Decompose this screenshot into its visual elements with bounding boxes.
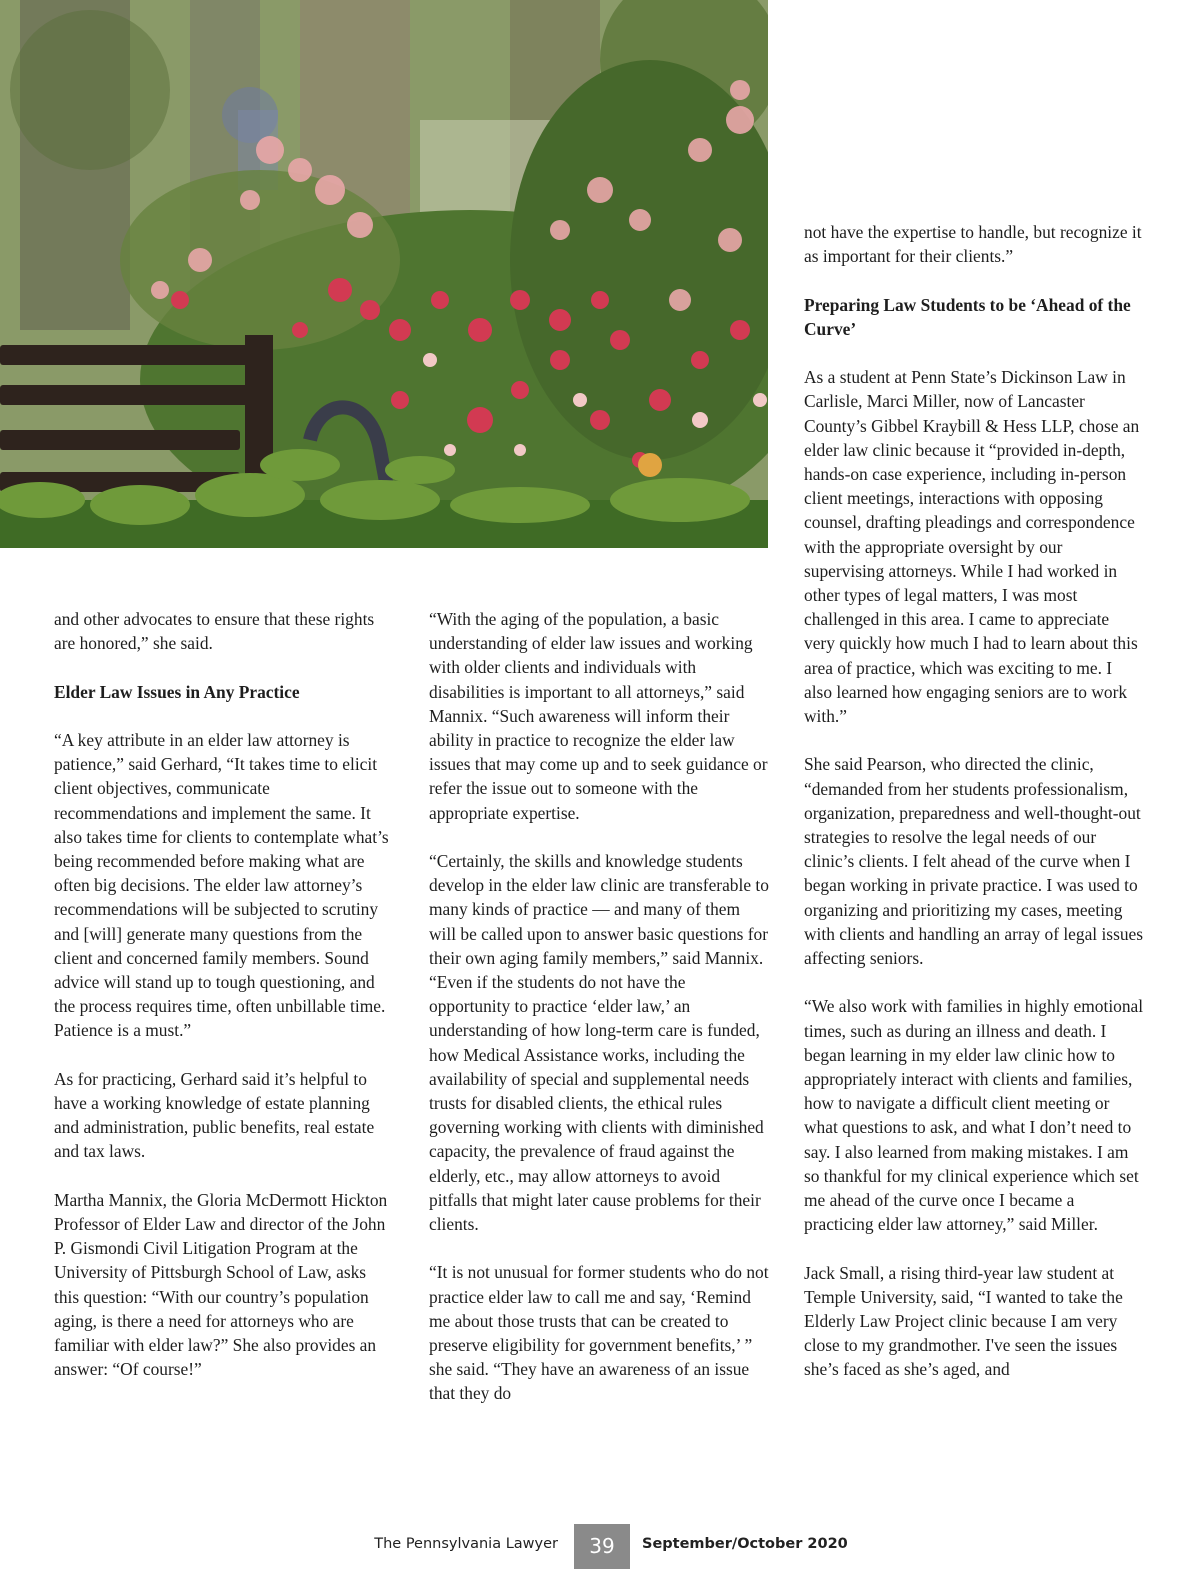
paragraph: and other advocates to ensure that these rights are honored,” she said.: [54, 609, 375, 654]
paragraph: “It is not unusual for former students who do not practice elder law to call me and say, ‘Remind me about those trusts that can be created to preserve eligibility for government benefits,’ ” she said. “They have an awareness of an issue that they do: [429, 1262, 769, 1404]
paragraph: “A key attribute in an elder law attorney is patience,” said Gerhard, “It takes time to elicit client objectives, communicate recommendations and implement the same. It also takes time for clients to contemplate what’s being recommended before making what are often big decisions. The elder law attorney’s recommendations will be subjected to scrutiny and [will] generate many questions from the client and concerned family members. Sound advice will stand up to tough questioning, and the process requires time, often unbillable time. Patience is a must.”: [54, 729, 389, 1041]
publication-name: The Pennsylvania Lawyer: [374, 1536, 558, 1552]
paragraph: “We also work with families in highly emotional times, such as during an illness and death. I began learning in my elder law clinic how to appropriately interact with clients and families, how to navigate a difficult client meeting or what questions to ask, and what I don’t need to say. I also learned from making mistakes. I am so thankful for my clinical experience which set me ahead of the curve once I became a practicing elder law attorney,” said Miller.: [804, 996, 1144, 1235]
paragraph: “With the aging of the population, a basic understanding of elder law issues and working with older clients and individuals with disabilities is important to all attorneys,” said Mannix. “Such awareness will inform their ability in practice to recognize the elder law issues that may come up and to seek guidance or refer the issue out to someone with the appropriate expertise.: [429, 609, 768, 823]
paragraph: Martha Mannix, the Gloria McDermott Hickton Professor of Elder Law and director of the John P. Gismondi Civil Litigation Program at the University of Pittsburgh School of Law, asks this question: “With our country’s population aging, is there a need for attorneys who are familiar with elder law?” She also provides an answer: “Of course!”: [54, 1189, 388, 1380]
section-heading: Elder Law Issues in Any Practice: [54, 681, 300, 702]
section-heading: Preparing Law Students to be ‘Ahead of the Curve’: [804, 294, 1131, 339]
paragraph: She said Pearson, who directed the clinic, “demanded from her students professionalism, organization, preparedness and well-thought-out strategies to resolve the legal needs of our clinic’s clients. I felt ahead of the curve when I began working in private practice. I was used to organizing and prioritizing my cases, meeting with clients and handling an array of legal issues affecting seniors.: [804, 754, 1144, 969]
article-column-1: [54, 607, 394, 1406]
paragraph: not have the expertise to handle, but recognize it as important for their clients.”: [804, 222, 1142, 267]
article-column-2: [429, 607, 769, 1430]
hero-photo-rose-garden-bench: [0, 0, 768, 548]
page-number: 39: [574, 1524, 630, 1569]
paragraph: As a student at Penn State’s Dickinson Law in Carlisle, Marci Miller, now of Lancaster County’s Gibbel Kraybill & Hess LLP, chose an elder law clinic because it “provided in-depth, hands-on case experience, including in-person client meetings, interactions with opposing counsel, drafting pleadings and correspondence with the appropriate oversight by our supervising attorneys. While I had worked in other types of legal matters, I was most challenged in this area. I came to appreciate very quickly how much I had to learn about this area of practice, which was exciting to me. I also learned how engaging seniors are to work with.”: [804, 367, 1140, 727]
paragraph: As for practicing, Gerhard said it’s helpful to have a working knowledge of estate planning and administration, public benefits, real estate and tax laws.: [54, 1068, 375, 1162]
article-column-3: [804, 220, 1144, 1406]
paragraph: Jack Small, a rising third-year law student at Temple University, said, “I wanted to take the Elderly Law Project clinic because I am very close to my grandmother. I've seen the issues she’s faced as she’s aged, and: [804, 1262, 1123, 1380]
paragraph: “Certainly, the skills and knowledge students develop in the elder law clinic are transferable to many kinds of practice — and many of them will be called upon to answer basic questions for their own aging family members,” said Mannix. “Even if the students do not have the opportunity to practice ‘elder law,’ an understanding of how long-term care is funded, how Medical Assistance works, including the availability of special and supplemental needs trusts for disabled clients, the ethical rules governing working with clients with diminished capacity, the prevalence of fraud against the elderly, etc., may allow attorneys to avoid pitfalls that might later cause problems for their clients.: [429, 851, 769, 1235]
page-footer: [0, 1524, 1200, 1569]
issue-date: September/October 2020: [642, 1536, 848, 1552]
